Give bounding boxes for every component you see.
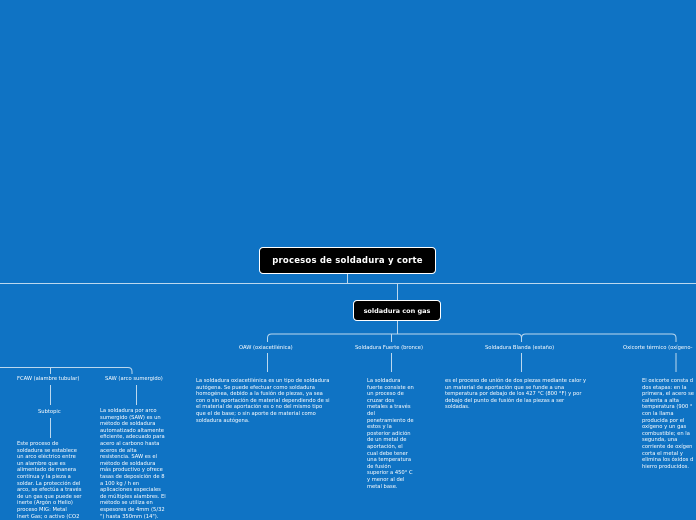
oxicorte-topic[interactable]: Oxicorte térmico (oxígeno-	[623, 345, 693, 351]
fcaw-topic[interactable]: FCAW (alambre tubular)	[17, 376, 80, 382]
fuerte-description: La soldadura fuerte consiste en un proceso de cruzar dos metales a través del penetramiento de estos y la posterior adición de un metal de aportación, el cual debe tener una temperatura de fusión superior a 450° C y menor al del metal base.	[367, 378, 414, 490]
saw-description: La soldadura por arco sumergido (SAW) es un método de soldadura automatizado altamente eficiente, adecuado para acero al carbono hasta aceros de alta resistencia. SAW es el método de soldadura más productivo y ofrece tasas de deposición de 8 a 100 kg / h en aplicaciones especiales de múltiples alambres. El método se utiliza en espesores de 4mm (5/32 ") hasta 350mm (14").	[100, 408, 166, 520]
oxicorte-description: El oxicorte consta d dos etapas: en la primera, el acero se calienta a alta temperatura (900 ° con la llama producida por el oxígeno y un gas combustible; en la segunda, una corriente de oxígen corta el metal y elimina los óxidos d hierro producidos.	[642, 378, 694, 470]
oaw-description: La soldadura oxiacetilénica es un tipo de soldadura autógena. Se puede efectuar como soldadura homogénea, debido a la fusión de piezas, ya sea con o sin aportación de material dependiendo de si el material de aportación es o no del mismo tipo que el de base; o sin aporte de material como soldadura autógena.	[196, 378, 330, 424]
connector-oxicorte	[522, 334, 677, 342]
fuerte-topic[interactable]: Soldadura Fuerte (bronce)	[355, 345, 423, 351]
gas-welding-label: soldadura con gas	[363, 306, 431, 315]
gas-welding-node[interactable]	[353, 300, 441, 321]
fcaw-subtopic[interactable]: Subtopic	[38, 409, 61, 415]
connector-gas-branch	[268, 334, 522, 342]
fcaw-description: Este proceso de soldadura se establece un arco eléctrico entre un alambre que es alimentado de manera continua y la pieza a soldar. La protección del arco, se efectúa a través de un gas que puede ser inerte (Argón o Helio) proceso MIG: Metal Inert Gas; o activo (CO2	[17, 441, 82, 520]
blanda-description: es el proceso de unión de dos piezas mediante calor y un material de aportación que se funde a una temperatura por debajo de los 427 °C (800 °F) y por debajo del punto de fusión de las piezas a ser soldadas.	[445, 378, 587, 411]
oaw-topic[interactable]: OAW (oxiacetilénica)	[239, 345, 293, 351]
connector-left-branch	[0, 368, 132, 375]
root-node[interactable]	[259, 247, 436, 274]
saw-topic[interactable]: SAW (arco sumergido)	[105, 376, 163, 382]
root-node-label: procesos de soldadura y corte	[272, 255, 423, 266]
blanda-topic[interactable]: Soldadura Blanda (estaño)	[485, 345, 555, 351]
